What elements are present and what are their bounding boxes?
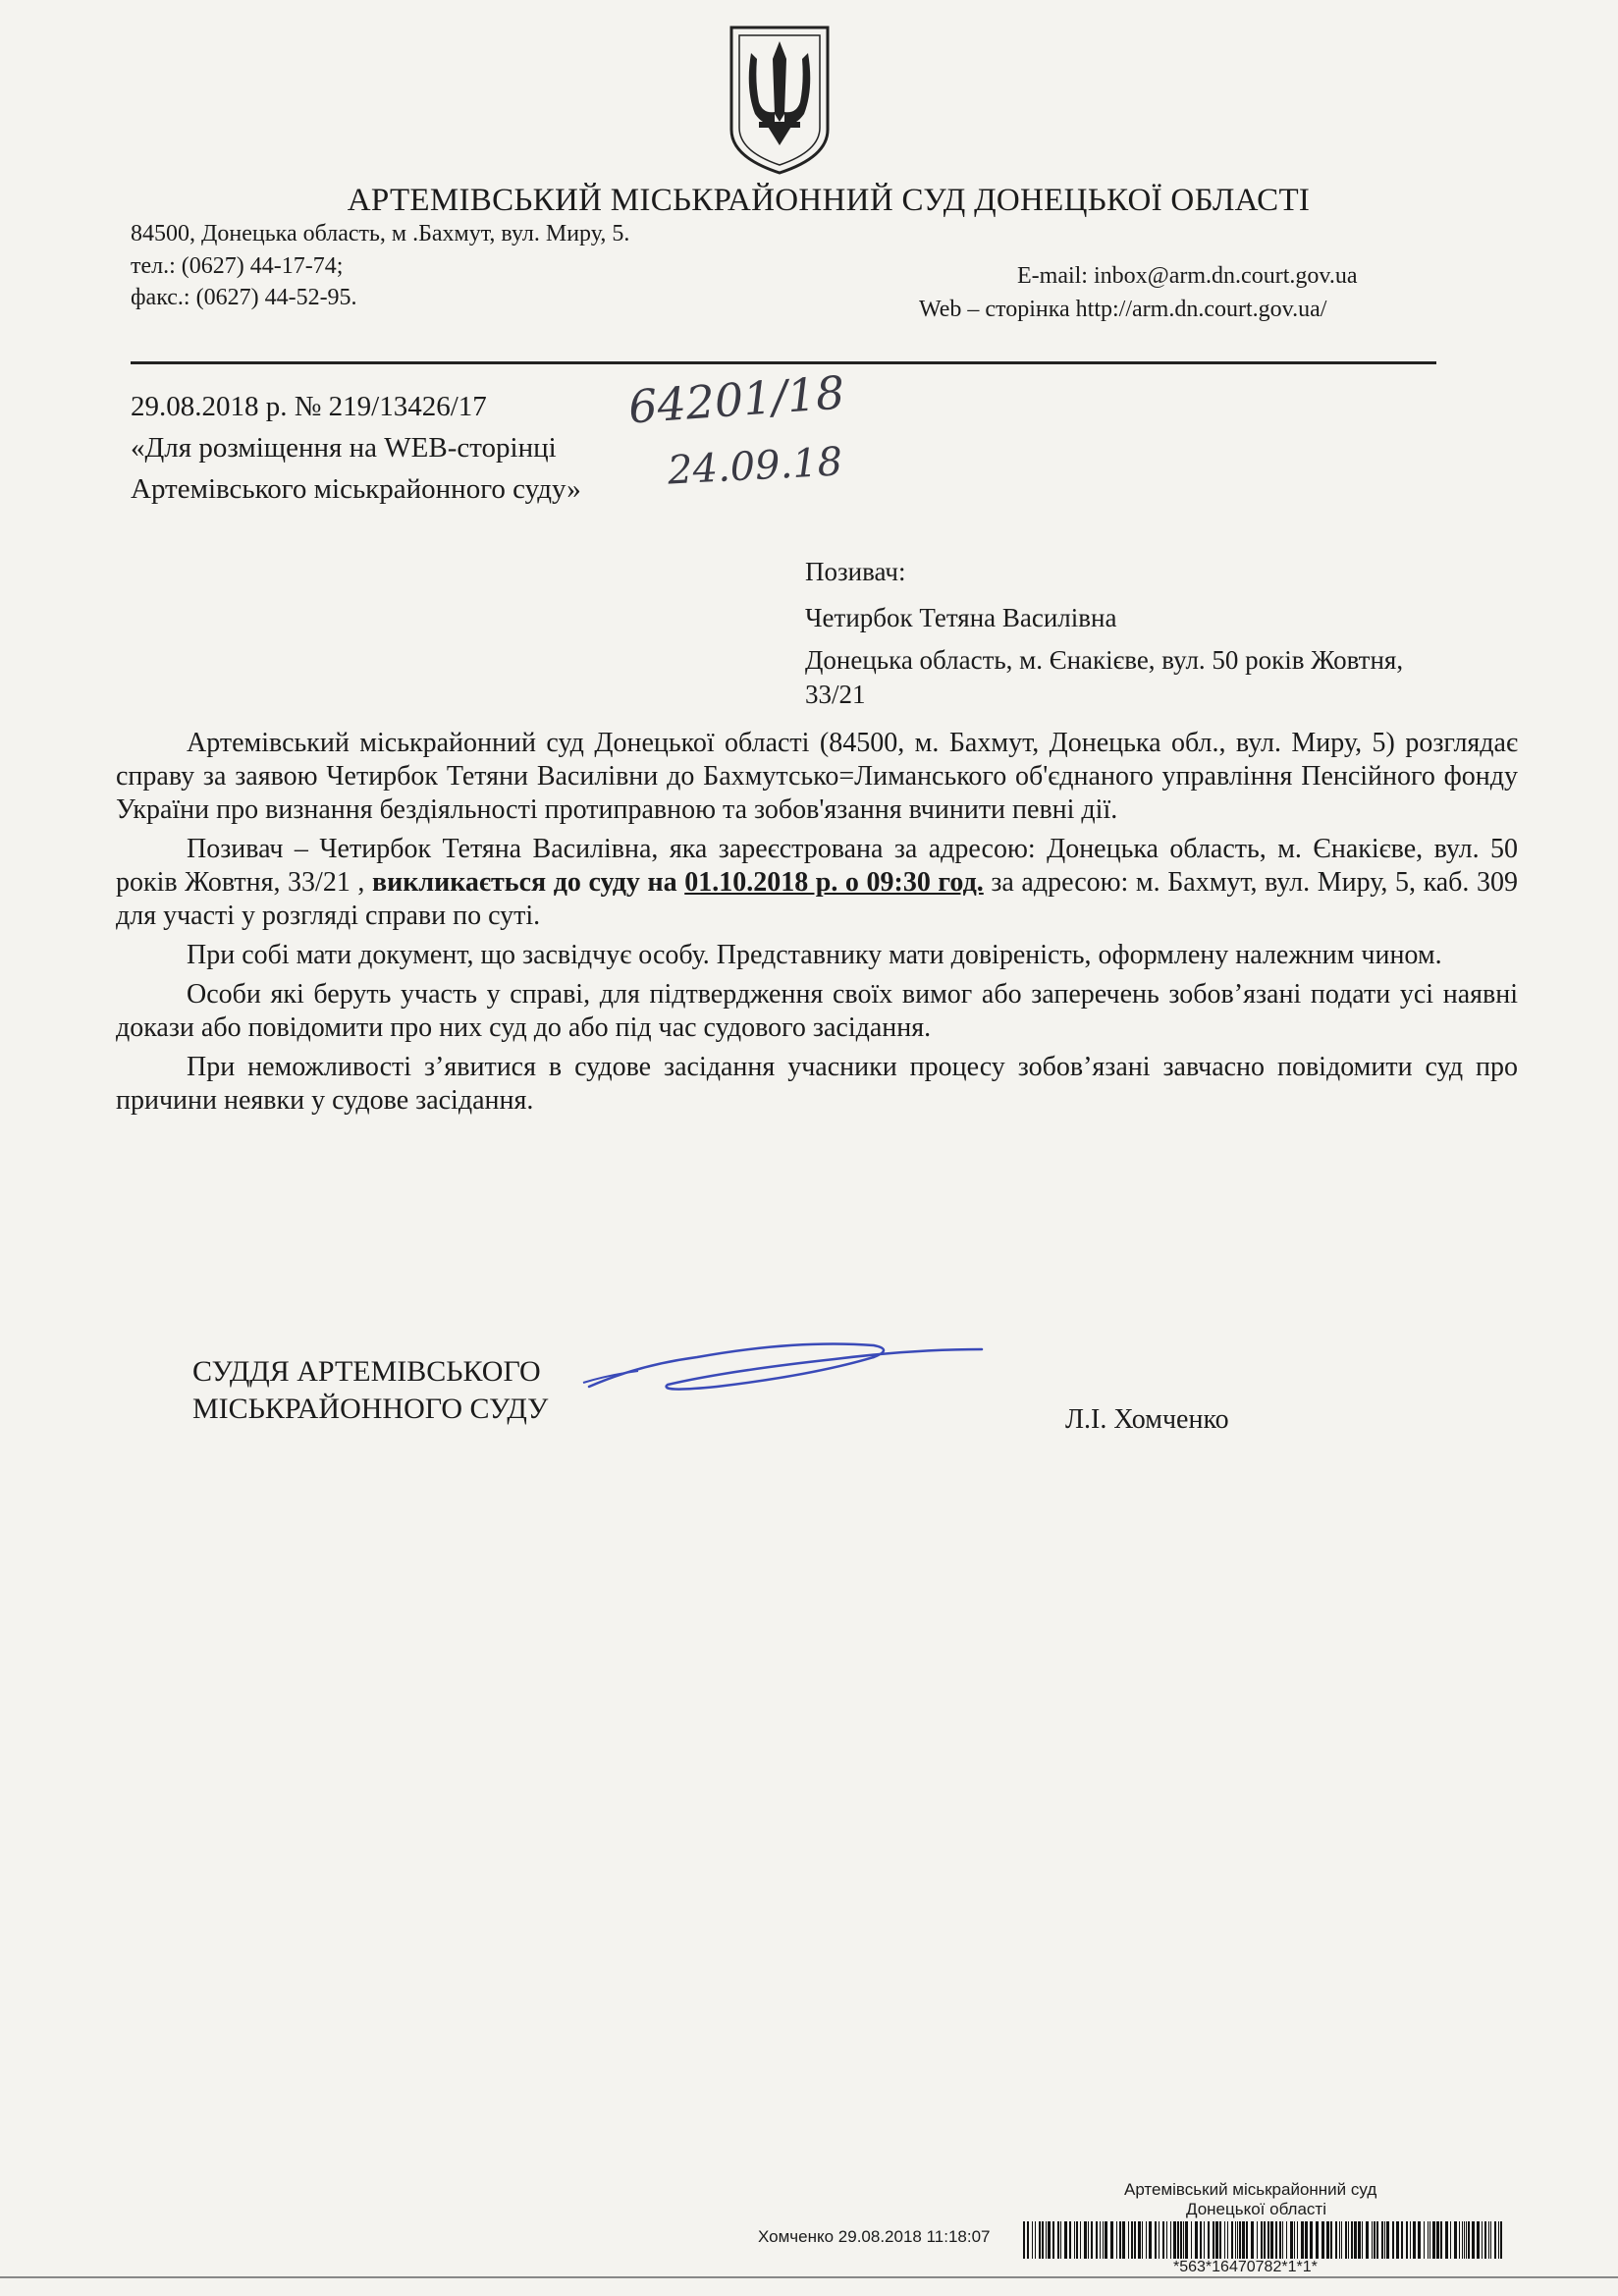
body-paragraph-2-start: Позивач – Четирбок Тетяна Василівна, яка зареєстрована за адресою: Донецька область, м. Єнакієве, вул. 50 років Жовтня, 33/21 , <box>116 834 1518 898</box>
barcode-bar <box>1219 2221 1221 2259</box>
barcode-bar <box>1270 2221 1273 2259</box>
date-and-number: 29.08.2018 р. № 219/13426/17 <box>131 391 487 422</box>
barcode-bar <box>1195 2221 1198 2259</box>
barcode-bar <box>1339 2221 1340 2259</box>
barcode-bar <box>1354 2221 1357 2259</box>
web-note-line2: Артемівського міськрайонного суду» <box>131 473 581 505</box>
barcode-bar <box>1183 2221 1184 2259</box>
summons-phrase: викликається до суду на <box>371 867 685 898</box>
barcode-bar <box>1413 2221 1416 2259</box>
body-paragraph-3: При собі мати документ, що засвідчує особу. Представнику мати довіреність, оформлену належним чином. <box>187 940 1442 970</box>
barcode-bar <box>1096 2221 1098 2259</box>
document-barcode <box>1023 2221 1504 2259</box>
barcode-bar <box>1155 2221 1157 2259</box>
barcode-bar <box>1103 2221 1104 2259</box>
barcode-bar <box>1076 2221 1078 2259</box>
barcode-bar <box>1436 2221 1439 2259</box>
barcode-bar <box>1159 2221 1160 2259</box>
barcode-bar <box>1080 2221 1081 2259</box>
barcode-bar <box>1264 2221 1266 2259</box>
barcode-bar <box>1173 2221 1176 2259</box>
barcode-bar <box>1177 2221 1179 2259</box>
barcode-bar <box>1064 2221 1067 2259</box>
body-paragraph-5: При неможливості з’явитися в судове засідання учасники процесу зобов’язані завчасно повідомити суд про причини неявки у судове засідання. <box>116 1052 1518 1116</box>
barcode-bar <box>1235 2221 1236 2259</box>
body-paragraph-1: Артемівський міськрайонний суд Донецької області (84500, м. Бахмут, Донецька обл., вул. Миру, 5) розглядає справу за заявою Четирбок Тетяни Василівни до Бахмутсько=Лиманського об'єднаного управління Пенсійного фонду України про визнання бездіяльності протиправною та зобов'язання вчинити певні дії. <box>116 728 1518 825</box>
barcode-bar <box>1146 2221 1147 2259</box>
barcode-bar <box>1341 2221 1342 2259</box>
barcode-bar <box>1251 2221 1254 2259</box>
barcode-bar <box>1142 2221 1143 2259</box>
barcode-bar <box>1351 2221 1353 2259</box>
barcode-bar <box>1316 2221 1319 2259</box>
barcode-bar <box>1257 2221 1258 2259</box>
trident-emblem-icon <box>722 20 837 177</box>
barcode-bar <box>1042 2221 1044 2259</box>
letter-body <box>116 727 1518 1123</box>
barcode-bar <box>1374 2221 1375 2259</box>
barcode-bar <box>1134 2221 1136 2259</box>
barcode-bar <box>1074 2221 1075 2259</box>
body-paragraph-4: Особи які беруть участь у справі, для підтвердження своїх вимог або заперечень зобов’язані подати усі наявні докази або повідомити про них суд до або під час судового засідання. <box>116 979 1518 1043</box>
barcode-bar <box>1048 2221 1051 2259</box>
recipient-name: Четирбок Тетяна Василівна <box>805 603 1117 632</box>
barcode-bar <box>1060 2221 1061 2259</box>
web-note-line1: «Для розміщення на WEB-сторінці <box>131 432 557 464</box>
barcode-bar <box>1440 2221 1442 2259</box>
barcode-bar <box>1459 2221 1460 2259</box>
barcode-bar <box>1362 2221 1363 2259</box>
recipient-address-line2: 33/21 <box>805 680 866 709</box>
stamp-court-line2: Донецької області <box>1186 2200 1326 2218</box>
barcode-bar <box>1410 2221 1411 2259</box>
barcode-bar <box>1321 2221 1324 2259</box>
court-address: 84500, Донецька область, м .Бахмут, вул. Миру, 5. <box>131 221 630 246</box>
barcode-bar <box>1445 2221 1448 2259</box>
barcode-bar <box>1326 2221 1329 2259</box>
barcode-bar <box>1290 2221 1293 2259</box>
barcode-bar <box>1166 2221 1167 2259</box>
barcode-bar <box>1282 2221 1283 2259</box>
stamp-court-line1: Артемівський міськрайонний суд <box>1124 2180 1377 2199</box>
barcode-bar <box>1358 2221 1361 2259</box>
barcode-bar <box>1429 2221 1430 2259</box>
barcode-bar <box>1246 2221 1248 2259</box>
barcode-bar <box>1057 2221 1059 2259</box>
barcode-bar <box>1208 2221 1210 2259</box>
barcode-bar <box>1180 2221 1182 2259</box>
barcode-bar <box>1310 2221 1313 2259</box>
barcode-bar <box>1185 2221 1188 2259</box>
barcode-bar <box>1464 2221 1465 2259</box>
barcode-bar <box>1069 2221 1071 2259</box>
barcode-bar <box>1396 2221 1399 2259</box>
barcode-bar <box>1428 2221 1429 2259</box>
body-paragraph-2-end: за адресою: м. Бахмут, вул. Миру, 5, каб. 309 для участі у розгляді справи по суті. <box>116 867 1518 931</box>
barcode-bar <box>1384 2221 1385 2259</box>
signature-title-line2: МІСЬКРАЙОННОГО СУДУ <box>192 1393 549 1425</box>
barcode-bar <box>1231 2221 1233 2259</box>
court-website: Web – сторінка http://arm.dn.court.gov.ua/ <box>919 297 1327 322</box>
barcode-bar <box>1468 2221 1470 2259</box>
barcode-bar <box>1046 2221 1047 2259</box>
barcode-bar <box>1466 2221 1467 2259</box>
hearing-datetime: 01.10.2018 р. о 09:30 год. <box>684 867 984 898</box>
barcode-bar <box>1401 2221 1403 2259</box>
barcode-bar <box>1482 2221 1483 2259</box>
barcode-bar <box>1110 2221 1113 2259</box>
barcode-bar <box>1100 2221 1101 2259</box>
barcode-bar <box>1372 2221 1373 2259</box>
barcode-bar <box>1297 2221 1298 2259</box>
barcode-bar <box>1122 2221 1125 2259</box>
barcode-bar <box>1484 2221 1486 2259</box>
judge-name: Л.І. Хомченко <box>1065 1404 1229 1435</box>
barcode-bar <box>1224 2221 1225 2259</box>
barcode-bar <box>1392 2221 1394 2259</box>
barcode-bar <box>1330 2221 1332 2259</box>
barcode-bar <box>1119 2221 1121 2259</box>
barcode-bar <box>1348 2221 1349 2259</box>
barcode-bar <box>1500 2221 1502 2259</box>
barcode-bar <box>1450 2221 1451 2259</box>
barcode-bar <box>1213 2221 1214 2259</box>
body-paragraph-2 <box>116 833 1518 933</box>
handwritten-date: 24.09.18 <box>666 439 844 494</box>
barcode-bar <box>1345 2221 1347 2259</box>
barcode-bar <box>1091 2221 1093 2259</box>
barcode-bar <box>1162 2221 1164 2259</box>
barcode-bar <box>1477 2221 1480 2259</box>
barcode-bar <box>1366 2221 1369 2259</box>
barcode-bar <box>1376 2221 1378 2259</box>
barcode-bar <box>1215 2221 1218 2259</box>
barcode-bar <box>1191 2221 1192 2259</box>
signature-title <box>192 1353 548 1428</box>
barcode-bar <box>1204 2221 1205 2259</box>
barcode-bar <box>1242 2221 1245 2259</box>
barcode-bar <box>1472 2221 1475 2259</box>
page-bottom-edge <box>0 2276 1618 2278</box>
barcode-bar <box>1088 2221 1089 2259</box>
barcode-bar <box>1239 2221 1241 2259</box>
barcode-bar <box>1454 2221 1457 2259</box>
barcode-bar <box>1267 2221 1269 2259</box>
handwritten-signature <box>579 1336 992 1414</box>
barcode-bar <box>1035 2221 1036 2259</box>
recipient-label: Позивач: <box>805 557 906 586</box>
barcode-bar <box>1294 2221 1295 2259</box>
court-name: АРТЕМІВСЬКИЙ МІСЬКРАЙОННИЙ СУД ДОНЕЦЬКОЇ ОБЛАСТІ <box>347 183 1311 218</box>
barcode-bar <box>1105 2221 1107 2259</box>
barcode-bar <box>1032 2221 1033 2259</box>
barcode-bar <box>1261 2221 1263 2259</box>
barcode-bar <box>1432 2221 1435 2259</box>
court-phone: тел.: (0627) 44-17-74; <box>131 253 344 279</box>
recipient-block <box>805 555 1403 712</box>
barcode-bar <box>1498 2221 1499 2259</box>
barcode-bar <box>1131 2221 1133 2259</box>
barcode-bar <box>1275 2221 1277 2259</box>
recipient-address-line1: Донецька область, м. Єнакієве, вул. 50 років Жовтня, <box>805 645 1404 675</box>
barcode-text: *563*16470782*1*1* <box>1173 2259 1318 2275</box>
header-divider <box>131 361 1436 364</box>
barcode-bar <box>1494 2221 1496 2259</box>
barcode-bar <box>1305 2221 1308 2259</box>
barcode-bar <box>1084 2221 1087 2259</box>
handwritten-registration-number: 64201/18 <box>626 365 846 434</box>
barcode-bar <box>1039 2221 1041 2259</box>
barcode-bar <box>1286 2221 1287 2259</box>
barcode-bar <box>1406 2221 1408 2259</box>
barcode-bar <box>1138 2221 1141 2259</box>
barcode-bar <box>1200 2221 1202 2259</box>
signature-title-line1: СУДДЯ АРТЕМІВСЬКОГО <box>192 1355 541 1388</box>
barcode-bar <box>1424 2221 1425 2259</box>
barcode-bar <box>1227 2221 1228 2259</box>
barcode-bar <box>1381 2221 1383 2259</box>
barcode-bar <box>1488 2221 1489 2259</box>
stamp-author-time: Хомченко 29.08.2018 11:18:07 <box>758 2227 991 2246</box>
barcode-bar <box>1301 2221 1304 2259</box>
barcode-bar <box>1149 2221 1152 2259</box>
barcode-bar <box>1052 2221 1054 2259</box>
barcode-bar <box>1128 2221 1129 2259</box>
barcode-bar <box>1335 2221 1337 2259</box>
barcode-bar <box>1170 2221 1171 2259</box>
court-email: E-mail: inbox@arm.dn.court.gov.ua <box>1017 263 1358 289</box>
barcode-bar <box>1237 2221 1238 2259</box>
barcode-bar <box>1279 2221 1281 2259</box>
barcode-bar <box>1462 2221 1463 2259</box>
barcode-bar <box>1023 2221 1025 2259</box>
barcode-bar <box>1386 2221 1389 2259</box>
barcode-bar <box>1490 2221 1491 2259</box>
court-fax: факс.: (0627) 44-52-95. <box>131 285 357 310</box>
barcode-bar <box>1027 2221 1029 2259</box>
barcode-bar <box>1418 2221 1421 2259</box>
barcode-bar <box>1116 2221 1117 2259</box>
